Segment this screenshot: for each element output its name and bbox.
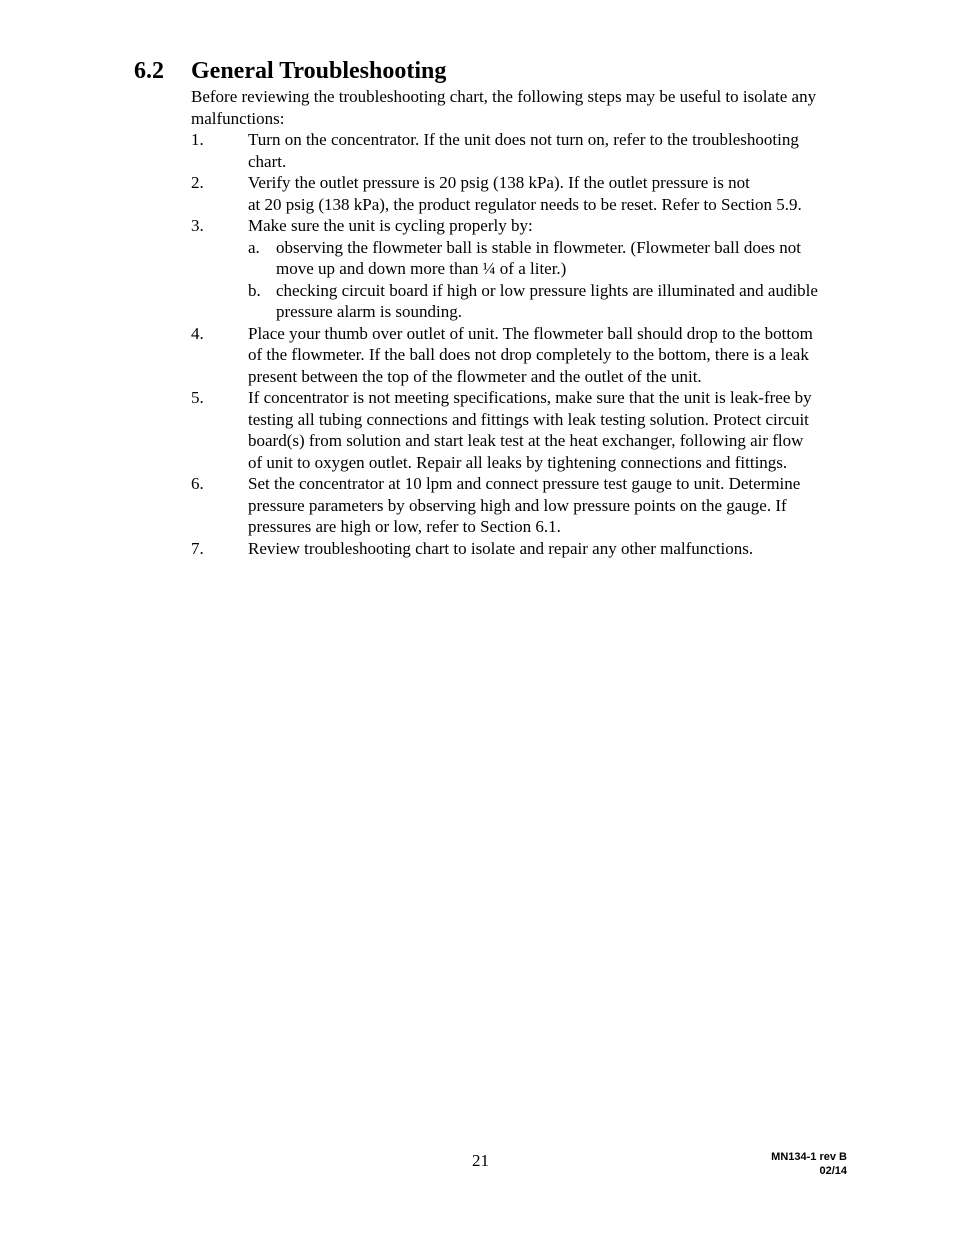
step-item xyxy=(191,538,881,560)
step-text-line: Review troubleshooting chart to isolate and repair any other malfunctions. xyxy=(248,538,754,558)
step-text-line: pressures are high or low, refer to Section 6.1. xyxy=(248,517,561,536)
step-number: 2. xyxy=(191,173,204,192)
sub-step-letter: b. xyxy=(248,280,261,300)
step-number: 5. xyxy=(191,388,204,407)
intro-paragraph: Before reviewing the troubleshooting chart, the following steps may be useful to isolate any malfunctions: xyxy=(191,87,817,128)
troubleshooting-steps-list xyxy=(191,129,881,559)
step-text-line: Verify the outlet pressure is 20 psig (138 kPa). If the outlet pressure is not xyxy=(248,173,750,192)
step-item xyxy=(191,473,881,538)
step-item xyxy=(191,215,881,323)
section-heading xyxy=(134,56,446,86)
sub-step-text-line: move up and down more than ¼ of a liter.) xyxy=(276,259,567,278)
step-text-line: chart. xyxy=(248,151,287,171)
step-text-line: present between the top of the flowmeter and the outlet of the unit. xyxy=(248,366,702,386)
step-text-line: Set the concentrator at 10 lpm and connect pressure test gauge to unit. Determine xyxy=(248,474,801,493)
section-title: General Troubleshooting xyxy=(191,58,447,84)
sub-step-text-line: pressure alarm is sounding. xyxy=(276,302,463,321)
step-text-line: of unit to oxygen outlet. Repair all leaks by tightening connections and fittings. xyxy=(248,452,788,472)
document-identifier xyxy=(771,1150,847,1178)
step-item xyxy=(191,387,881,473)
step-item xyxy=(191,129,881,172)
step-text-line: pressure parameters by observing high and low pressure points on the gauge. If xyxy=(248,495,787,515)
sub-step-item xyxy=(248,237,881,280)
step-text-line: testing all tubing connections and fittings with leak testing solution. Protect circuit xyxy=(248,409,809,429)
sub-step-letter: a. xyxy=(248,237,260,257)
step-text-line: board(s) from solution and start leak test at the heat exchanger, following air flow xyxy=(248,431,804,450)
step-text-line: Place your thumb over outlet of unit. The flowmeter ball should drop to the bottom xyxy=(248,323,813,343)
step-number: 6. xyxy=(191,474,204,493)
step-item xyxy=(191,323,881,388)
step-text-line: at 20 psig (138 kPa), the product regulator needs to be reset. Refer to Section 5.9. xyxy=(248,194,802,214)
sub-step-text-line: checking circuit board if high or low pressure lights are illuminated and audible xyxy=(276,280,818,300)
step-number: 7. xyxy=(191,538,204,558)
step-item xyxy=(191,172,881,215)
step-text-line: Turn on the concentrator. If the unit does not turn on, refer to the troubleshooting xyxy=(248,130,799,149)
sub-step-text-line: observing the flowmeter ball is stable in flowmeter. (Flowmeter ball does not xyxy=(276,237,801,257)
section-number: 6.2 xyxy=(134,58,164,84)
step-text-line: Make sure the unit is cycling properly by: xyxy=(248,216,533,235)
step-text-line: of the flowmeter. If the ball does not drop completely to the bottom, there is a leak xyxy=(248,345,809,364)
step-number: 4. xyxy=(191,323,204,343)
document-date: 02/14 xyxy=(819,1165,847,1177)
sub-step-item xyxy=(248,280,881,323)
step-number: 1. xyxy=(191,130,204,149)
document-revision: MN134-1 rev B xyxy=(771,1151,847,1163)
page-number: 21 xyxy=(472,1151,489,1170)
step-number: 3. xyxy=(191,216,204,235)
step-text-line: If concentrator is not meeting specifications, make sure that the unit is leak-free by xyxy=(248,388,812,407)
